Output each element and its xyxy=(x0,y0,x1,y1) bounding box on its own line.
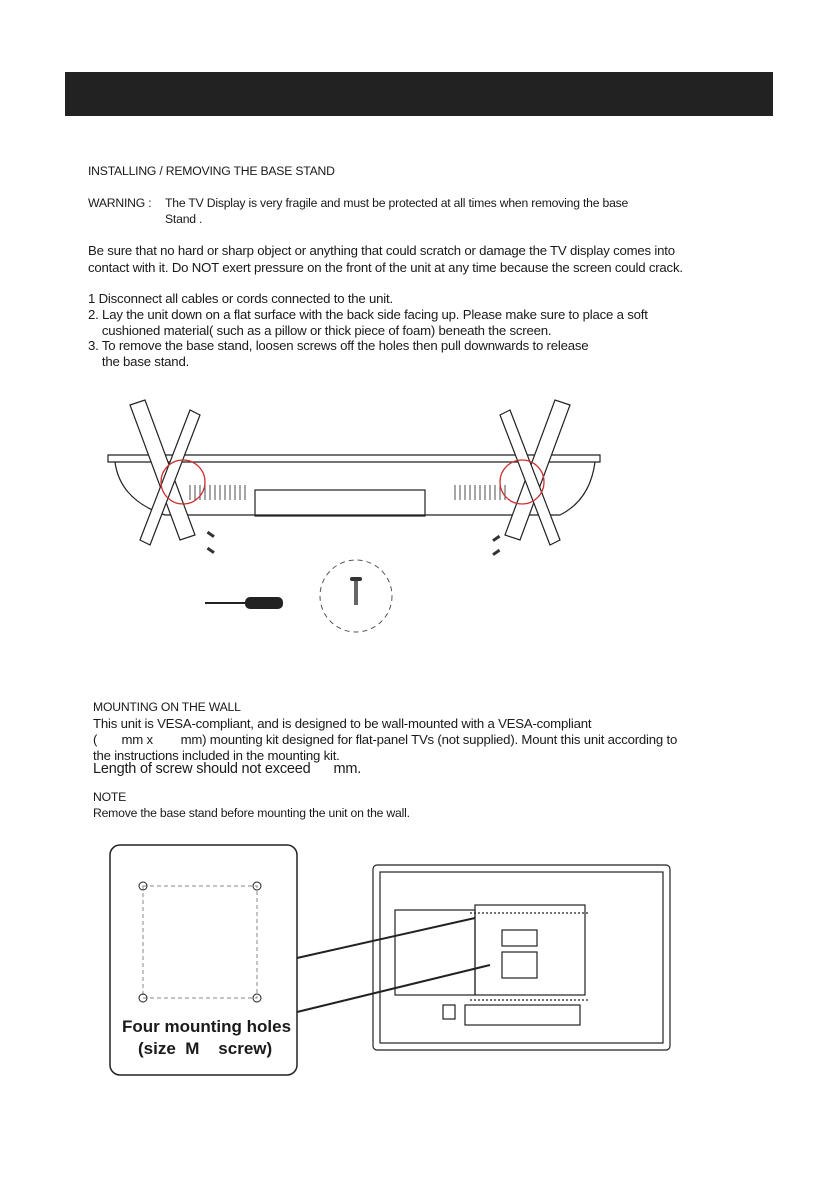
section-title-wall: MOUNTING ON THE WALL xyxy=(93,700,241,714)
tv-back-wall-illustration xyxy=(373,865,670,1050)
warning-text-2: Stand . xyxy=(165,212,203,226)
screw-detail-circle xyxy=(320,560,392,632)
callout-lines xyxy=(297,918,490,1012)
step-3-cont: the base stand. xyxy=(88,354,190,369)
step-1: 1 Disconnect all cables or cords connected to the unit. xyxy=(88,291,393,306)
callout-line-2: (size M screw) xyxy=(138,1039,273,1058)
step-2: 2. Lay the unit down on a flat surface with the back side facing up. Please make sure to place a soft xyxy=(88,307,648,322)
tv-back-stand-illustration xyxy=(108,400,600,545)
note-title: NOTE xyxy=(93,790,127,804)
wall-line-3: the instructions included in the mounting kit. xyxy=(93,748,340,763)
caution-line-1: Be sure that no hard or sharp object or anything that could scratch or damage the TV display comes into xyxy=(88,243,675,258)
warning-label: WARNING : xyxy=(88,196,152,210)
wall-line-1: This unit is VESA-compliant, and is designed to be wall-mounted with a VESA-compliant xyxy=(93,716,592,731)
wall-line-4: Length of screw should not exceed mm. xyxy=(93,761,362,777)
step-3: 3. To remove the base stand, loosen screws off the holes then pull downwards to release xyxy=(88,338,589,353)
screw-icons xyxy=(207,531,501,556)
caution-line-2: contact with it. Do NOT exert pressure on the front of the unit at any time because the screen could crack. xyxy=(88,260,683,275)
warning-text: The TV Display is very fragile and must be protected at all times when removing the base xyxy=(165,196,629,210)
step-2-cont: cushioned material( such as a pillow or thick piece of foam) beneath the screen. xyxy=(88,323,552,338)
note-text: Remove the base stand before mounting the unit on the wall. xyxy=(93,806,410,820)
section-title-stand: INSTALLING / REMOVING THE BASE STAND xyxy=(88,164,335,178)
callout-line-1: Four mounting holes xyxy=(122,1017,292,1036)
wall-line-2: ( mm x mm) mounting kit designed for flat-panel TVs (not supplied). Mount this unit according to xyxy=(93,732,678,747)
screwdriver-icon xyxy=(205,597,283,609)
